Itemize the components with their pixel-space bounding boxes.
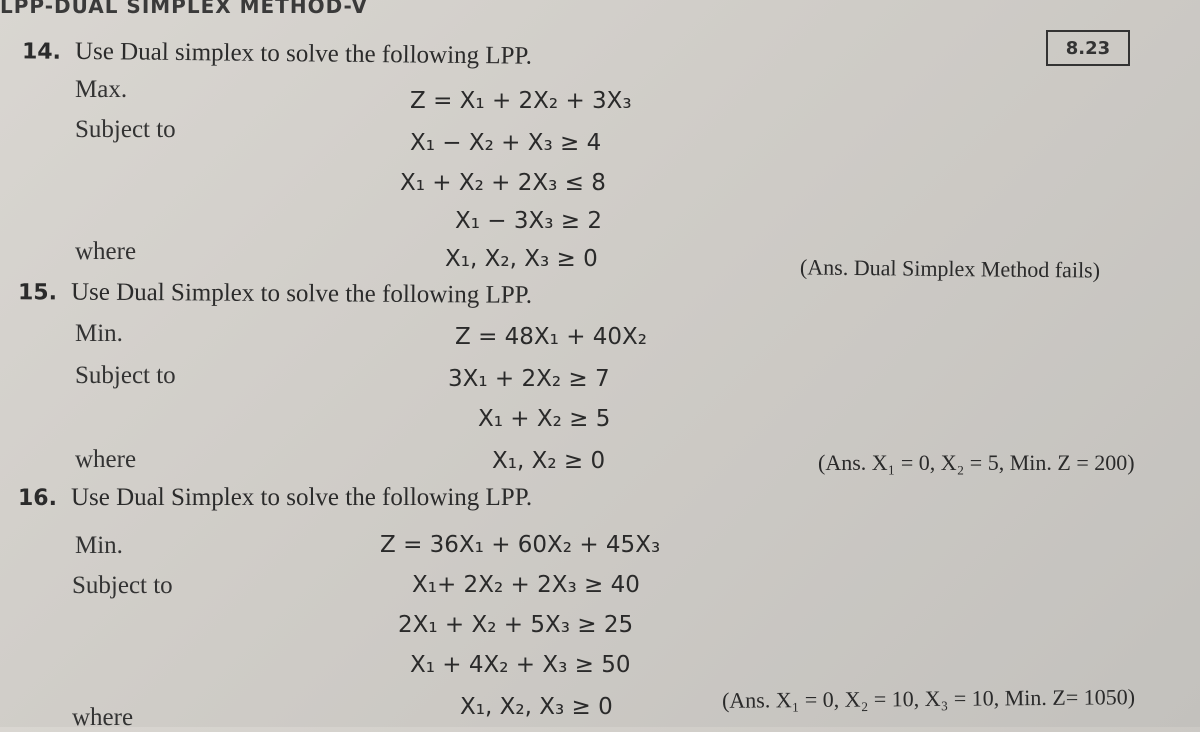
constraint: X₁ + X₂ + 2X₃ ≤ 8 [400,170,606,196]
nonnegativity: X₁, X₂ ≥ 0 [492,448,606,474]
problem-statement: Use Dual simplex to solve the following LPP. [74,37,533,70]
problem-15-heading [18,278,532,310]
problem-14-heading [22,37,532,70]
subject-to-label: Subject to [75,116,176,143]
constraint: 2X₁ + X₂ + 5X₃ ≥ 25 [398,612,634,638]
problem-16-heading [18,484,532,512]
nonnegativity: X₁, X₂, X₃ ≥ 0 [460,694,613,720]
constraint: X₁ − X₂ + X₃ ≥ 4 [410,130,602,156]
answer: (Ans. X₁ = 0, X₂ = 5, Min. Z = 200) [818,450,1135,475]
constraint: X₁+ 2X₂ + 2X₃ ≥ 40 [412,572,640,598]
constraint: X₁ + 4X₂ + X₃ ≥ 50 [410,652,631,678]
subject-to-label: Subject to [75,362,176,389]
objective-function: Z = 48X₁ + 40X₂ [455,324,648,350]
where-label: where [72,704,134,731]
chapter-header: LPP-DUAL SIMPLEX METHOD-V [0,0,368,18]
answer: (Ans. X₁ = 0, X₂ = 10, X₃ = 10, Min. Z= 1050) [721,684,1136,713]
where-label: where [75,446,137,473]
problem-number: 15. [17,280,58,306]
constraint: 3X₁ + 2X₂ ≥ 7 [448,366,610,392]
objective-function: Z = 36X₁ + 60X₂ + 45X₃ [380,532,661,558]
where-label: where [75,238,137,265]
page-number: 8.23 [1065,37,1111,59]
problem-number: 14. [21,39,62,65]
constraint: X₁ − 3X₃ ≥ 2 [455,208,603,234]
nonnegativity: X₁, X₂, X₃ ≥ 0 [445,246,598,272]
objective-label: Min. [75,532,123,559]
objective-function: Z = X₁ + 2X₂ + 3X₃ [410,88,632,114]
problem-number: 16. [18,486,57,511]
objective-label: Max. [75,76,128,103]
problem-statement: Use Dual Simplex to solve the following LPP. [70,484,533,511]
objective-label: Min. [75,320,123,347]
page-number-box [1046,30,1130,66]
subject-to-label: Subject to [72,572,173,599]
constraint: X₁ + X₂ ≥ 5 [478,406,611,432]
problem-statement: Use Dual Simplex to solve the following LPP. [70,278,533,309]
answer: (Ans. Dual Simplex Method fails) [799,254,1101,283]
